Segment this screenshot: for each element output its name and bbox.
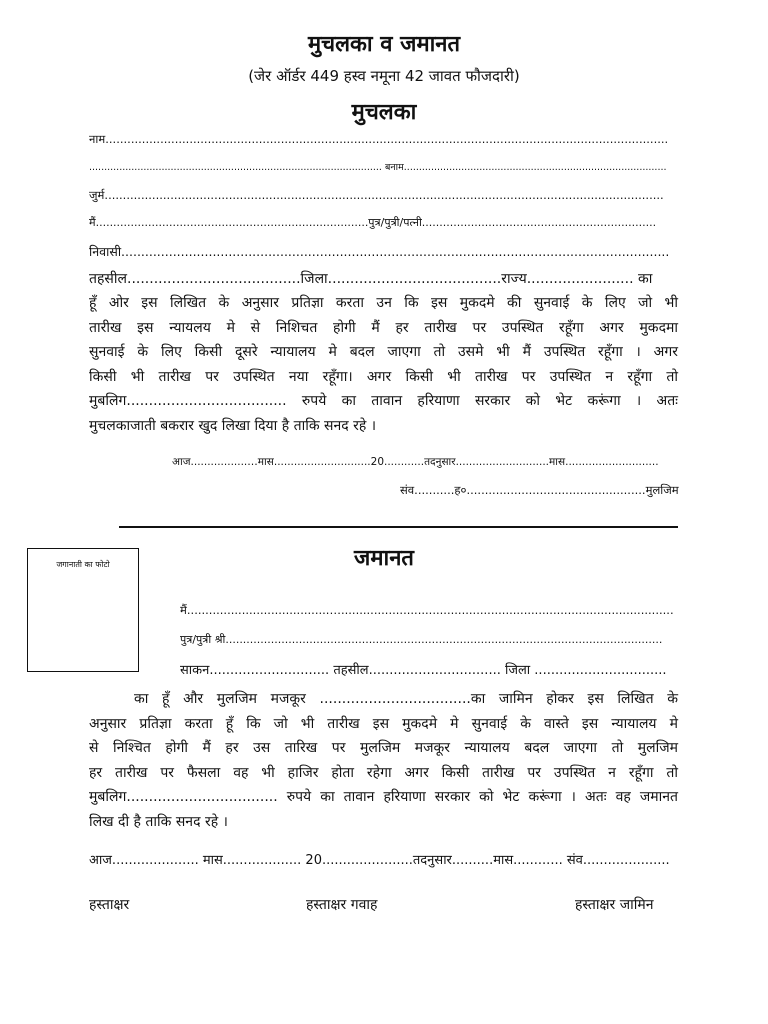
jamanat-date-line: आज..................... मास................... 20......................तदनुसार..........मास............ संव..................... [89,853,670,868]
para-line: मुबलिग.................................... रुपये का तावान हरियाणा सरकार को भेट करूंगा । अतः [89,393,678,409]
para-line: मुबलिग.................................. रुपये का तावान हरियाणा सरकार को भेट करूंगा । अतः वह जमानत [89,789,678,805]
guarantor-signature-label: हस्ताक्षर जामिन [575,897,654,913]
banam-line: ................................................................................................. बनाम....................................................................................... [89,162,667,173]
name-line: नाम.......................................................................................................................................................... [89,132,669,146]
muchalka-heading: मुचलका [351,100,417,125]
tehsil-line: तहसील.......................................जिला.......................................राज्य........................ का [89,271,653,287]
jamanat-parentage-line: पुत्र/पुत्री श्री............................................................................................................................. [180,633,663,646]
jamanat-sakan-line: साकन............................. तहसील................................ जिला ................................ [180,663,667,678]
photo-label: जगानाती का फोटो [56,560,110,569]
para-line: मुचलकाजाती बकरार खुद लिखा दिया है ताकि सनद रहे । [89,417,377,434]
para-line: का हूँ और मुलजिम मजकूर ..................................का जामिन होकर इस लिखित के [134,691,678,707]
jurm-line: जुर्म......................................................................................................................................................... [89,188,664,202]
jamanat-paragraph [89,687,678,834]
jamanat-heading: जमानत [354,546,414,571]
jamanat-main-line: मैं.......................................…........................................................................................... [180,603,674,617]
form-subtitle: (जेर ऑर्डर 449 हस्व नमूना 42 जावत फौजदारी) [248,67,520,85]
niwasi-line: निवासी.......................................................................................................................................... [89,244,670,259]
section-divider [119,526,678,528]
witness-signature-label: हस्ताक्षर गवाह [306,897,378,913]
mulzim-sign-line: संव...........ह०.................................................मुलजिम [400,483,679,497]
form-title: मुचलका व जमानत [307,32,461,57]
para-line: तारीख इस न्यायलय मे से निशिचत होगी मैं हर तारीख पर उपस्थित रहूँगा अगर मुकदमा [89,319,678,336]
para-line: लिख दी है ताकि सनद रहे । [89,813,228,830]
para-line: हर तारीख पर फैसला वह भी हाजिर होता रहेगा अगर किसी तारीख पर उपस्थित न रहूँगा तो [89,764,678,781]
muchalka-date-line: आज.................…मास.............................20............तदनुसार............................मास............................ [172,456,659,468]
muchalka-paragraph [89,291,678,438]
para-line: अनुसार प्रतिज्ञा करता हूँ कि जो भी तारीख इस मुकदमे मे सुनवाई के वास्ते इस न्यायालय मे [89,715,678,732]
para-line: सुनवाई के लिए किसी दूसरे न्यायालय मे बदल जाएगा तो उसमे भी मैं उपस्थित रहूँगा । अगर [89,344,678,360]
main-parentage-line: मैं..............................................................................पुत्र/पुत्री/पत्नी................................................................... [89,216,657,229]
signature-label: हस्ताक्षर [89,897,130,913]
para-line: हूँ ओर इस लिखित के अनुसार प्रतिज्ञा करता उन कि इस मुकदमे की सुनवाई के लिए जो भी [89,295,678,311]
para-line: किसी भी तारीख पर उपस्थित नया रहूँगा। अगर किसी भी तारीख पर उपस्थित न रहूँगा तो [89,368,678,385]
para-line: से निश्चित होगी मैं हर उस तारिख पर मुलजिम मजकूर न्यायालय बदल जाएगा तो मुलजिम [89,740,678,756]
